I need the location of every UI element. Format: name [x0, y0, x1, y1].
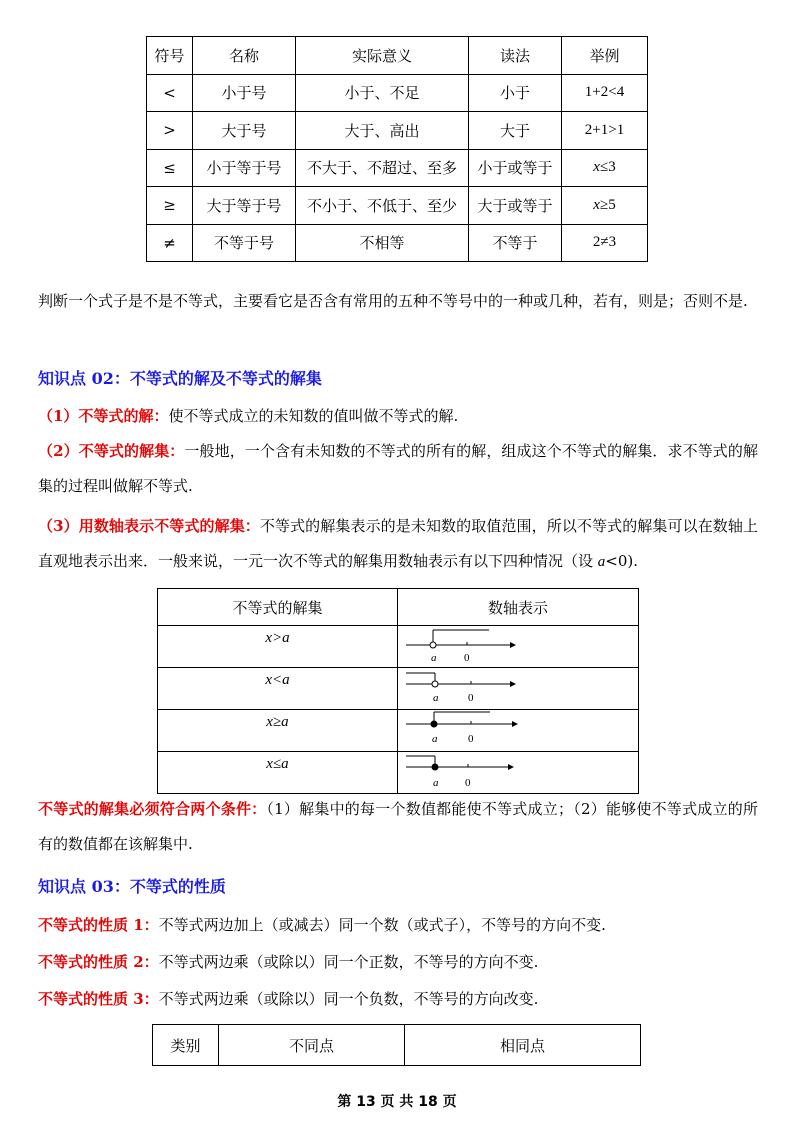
- header-cell: 读法: [469, 37, 562, 75]
- header-cell: 举例: [562, 37, 648, 75]
- property-label: 不等式的性质 3：: [38, 990, 159, 1008]
- closed-endpoint: [432, 764, 438, 770]
- reading-cell: 不等于: [469, 224, 562, 262]
- label-zero: 0: [468, 733, 474, 745]
- table-row: [158, 668, 639, 710]
- solution-cell: x>a: [158, 626, 398, 668]
- number-line-cell: [398, 710, 639, 752]
- page-footer: 第 13 页 共 18 页: [337, 1094, 457, 1110]
- name-cell: 大于等于号: [193, 187, 296, 225]
- example-variable: x: [593, 196, 600, 213]
- example-rest: ≤3: [599, 159, 616, 176]
- symbol-cell: ≥: [147, 187, 193, 225]
- number-line-diagram: [398, 710, 638, 750]
- judge-paragraph: 判断一个式子是不是不等式，主要看它是否含有常用的五种不等号中的一种或几种，若有，则是；否则不是.: [38, 292, 748, 310]
- table-row: [158, 710, 639, 752]
- meaning-cell: 小于、不足: [296, 74, 469, 112]
- name-cell: 大于号: [193, 112, 296, 150]
- conditions-paragraph: [38, 792, 758, 862]
- meaning-cell: 不相等: [296, 224, 469, 262]
- reading-cell: 小于或等于: [469, 149, 562, 187]
- example-cell: 1+2<4: [562, 74, 648, 112]
- property-label: 不等式的性质 1：: [38, 916, 159, 934]
- axis-arrow: [508, 764, 514, 770]
- section02-title: 知识点 02：不等式的解及不等式的解集: [38, 369, 322, 388]
- axis-arrow: [510, 681, 516, 687]
- header-cell: 相同点: [405, 1025, 641, 1066]
- symbol-cell: ≠: [147, 224, 193, 262]
- header-cell: 类别: [153, 1025, 219, 1066]
- meaning-cell: 大于、高出: [296, 112, 469, 150]
- label-a: a: [432, 733, 438, 745]
- symbol-cell: >: [147, 112, 193, 150]
- table-row: [147, 74, 648, 112]
- solution-cell: x≥a: [158, 710, 398, 752]
- example-cell: 2≠3: [562, 224, 648, 262]
- header-cell: 数轴表示: [398, 589, 639, 626]
- number-line-diagram: [398, 668, 638, 708]
- axis-arrow: [510, 642, 516, 648]
- label-a: a: [433, 777, 439, 789]
- comparison-table: [152, 1024, 641, 1066]
- table-row: [158, 752, 639, 794]
- solution-cell: x≤a: [158, 752, 398, 794]
- symbol-cell: ≤: [147, 149, 193, 187]
- section03-title: 知识点 03：不等式的性质: [38, 877, 226, 896]
- example-variable: x: [593, 159, 600, 176]
- number-line-cell: [398, 752, 639, 794]
- definition-number-line: [38, 509, 758, 580]
- definition-label: （2）不等式的解集：: [38, 442, 185, 460]
- label-zero: 0: [468, 692, 474, 704]
- table-row: [147, 224, 648, 262]
- reading-cell: 大于: [469, 112, 562, 150]
- number-line-cell: [398, 626, 639, 668]
- property-text: 不等式两边乘（或除以）同一个正数，不等号的方向不变.: [158, 953, 539, 971]
- example-cell: [562, 149, 648, 187]
- header-cell: 不同点: [219, 1025, 405, 1066]
- number-line-cell: [398, 668, 639, 710]
- conditions-text: （1）解集中的每一个数值都能使不等式成立；（2）能够使不等式成立的所有的数值都在该解集中.: [38, 800, 758, 853]
- variable-a: a: [597, 554, 606, 570]
- property-text: 不等式两边乘（或除以）同一个负数，不等号的方向改变.: [158, 990, 539, 1008]
- label-a: a: [431, 652, 437, 664]
- property-3: [38, 982, 758, 1017]
- name-cell: 小于号: [193, 74, 296, 112]
- definition-text-end: <0).: [605, 552, 639, 570]
- number-line-diagram: [398, 626, 638, 666]
- header-cell: 名称: [193, 37, 296, 75]
- table-row: [147, 112, 648, 150]
- open-endpoint: [430, 642, 436, 648]
- reading-cell: 大于或等于: [469, 187, 562, 225]
- definition-text: 使不等式成立的未知数的值叫做不等式的解.: [168, 407, 459, 425]
- number-line-table: [157, 588, 639, 794]
- property-2: [38, 945, 758, 980]
- definition-label: （3）用数轴表示不等式的解集：: [38, 517, 260, 535]
- number-line-diagram: [398, 752, 638, 792]
- meaning-cell: 不大于、不超过、至多: [296, 149, 469, 187]
- meaning-cell: 不小于、不低于、至少: [296, 187, 469, 225]
- header-cell: 不等式的解集: [158, 589, 398, 626]
- table-row: [147, 149, 648, 187]
- property-text: 不等式两边加上（或减去）同一个数（或式子），不等号的方向不变.: [158, 916, 606, 934]
- table-row: [147, 187, 648, 225]
- label-zero: 0: [464, 652, 470, 664]
- inequality-symbols-table: [146, 36, 648, 262]
- symbol-cell: <: [147, 74, 193, 112]
- definition-solution-set: [38, 434, 758, 504]
- definition-text: 不等式的解集表示的是未知数的取值范围，所以不等式的解集可以在数轴上直观地表示出来．一般来说，一元一次不等式的解集用数轴表示有以下四种情况（设: [38, 517, 758, 570]
- header-cell: 符号: [147, 37, 193, 75]
- definition-text: 一般地，一个含有未知数的不等式的所有的解，组成这个不等式的解集．求不等式的解集的过程叫做解不等式.: [38, 442, 758, 495]
- example-cell: 2+1>1: [562, 112, 648, 150]
- name-cell: 小于等于号: [193, 149, 296, 187]
- label-a: a: [433, 692, 439, 704]
- solution-cell: x<a: [158, 668, 398, 710]
- axis-arrow: [512, 721, 518, 727]
- property-label: 不等式的性质 2：: [38, 953, 159, 971]
- open-endpoint: [432, 681, 438, 687]
- table-header-row: [153, 1025, 641, 1066]
- example-rest: ≥5: [599, 196, 616, 213]
- property-1: [38, 908, 758, 943]
- reading-cell: 小于: [469, 74, 562, 112]
- table-row: [158, 626, 639, 668]
- label-zero: 0: [465, 777, 471, 789]
- conditions-label: 不等式的解集必须符合两个条件：: [38, 800, 267, 818]
- example-cell: [562, 187, 648, 225]
- name-cell: 不等于号: [193, 224, 296, 262]
- closed-endpoint: [431, 721, 437, 727]
- definition-solution: [38, 399, 758, 434]
- table-header-row: [158, 589, 639, 626]
- table-header-row: [147, 37, 648, 75]
- header-cell: 实际意义: [296, 37, 469, 75]
- definition-label: （1）不等式的解：: [38, 407, 169, 425]
